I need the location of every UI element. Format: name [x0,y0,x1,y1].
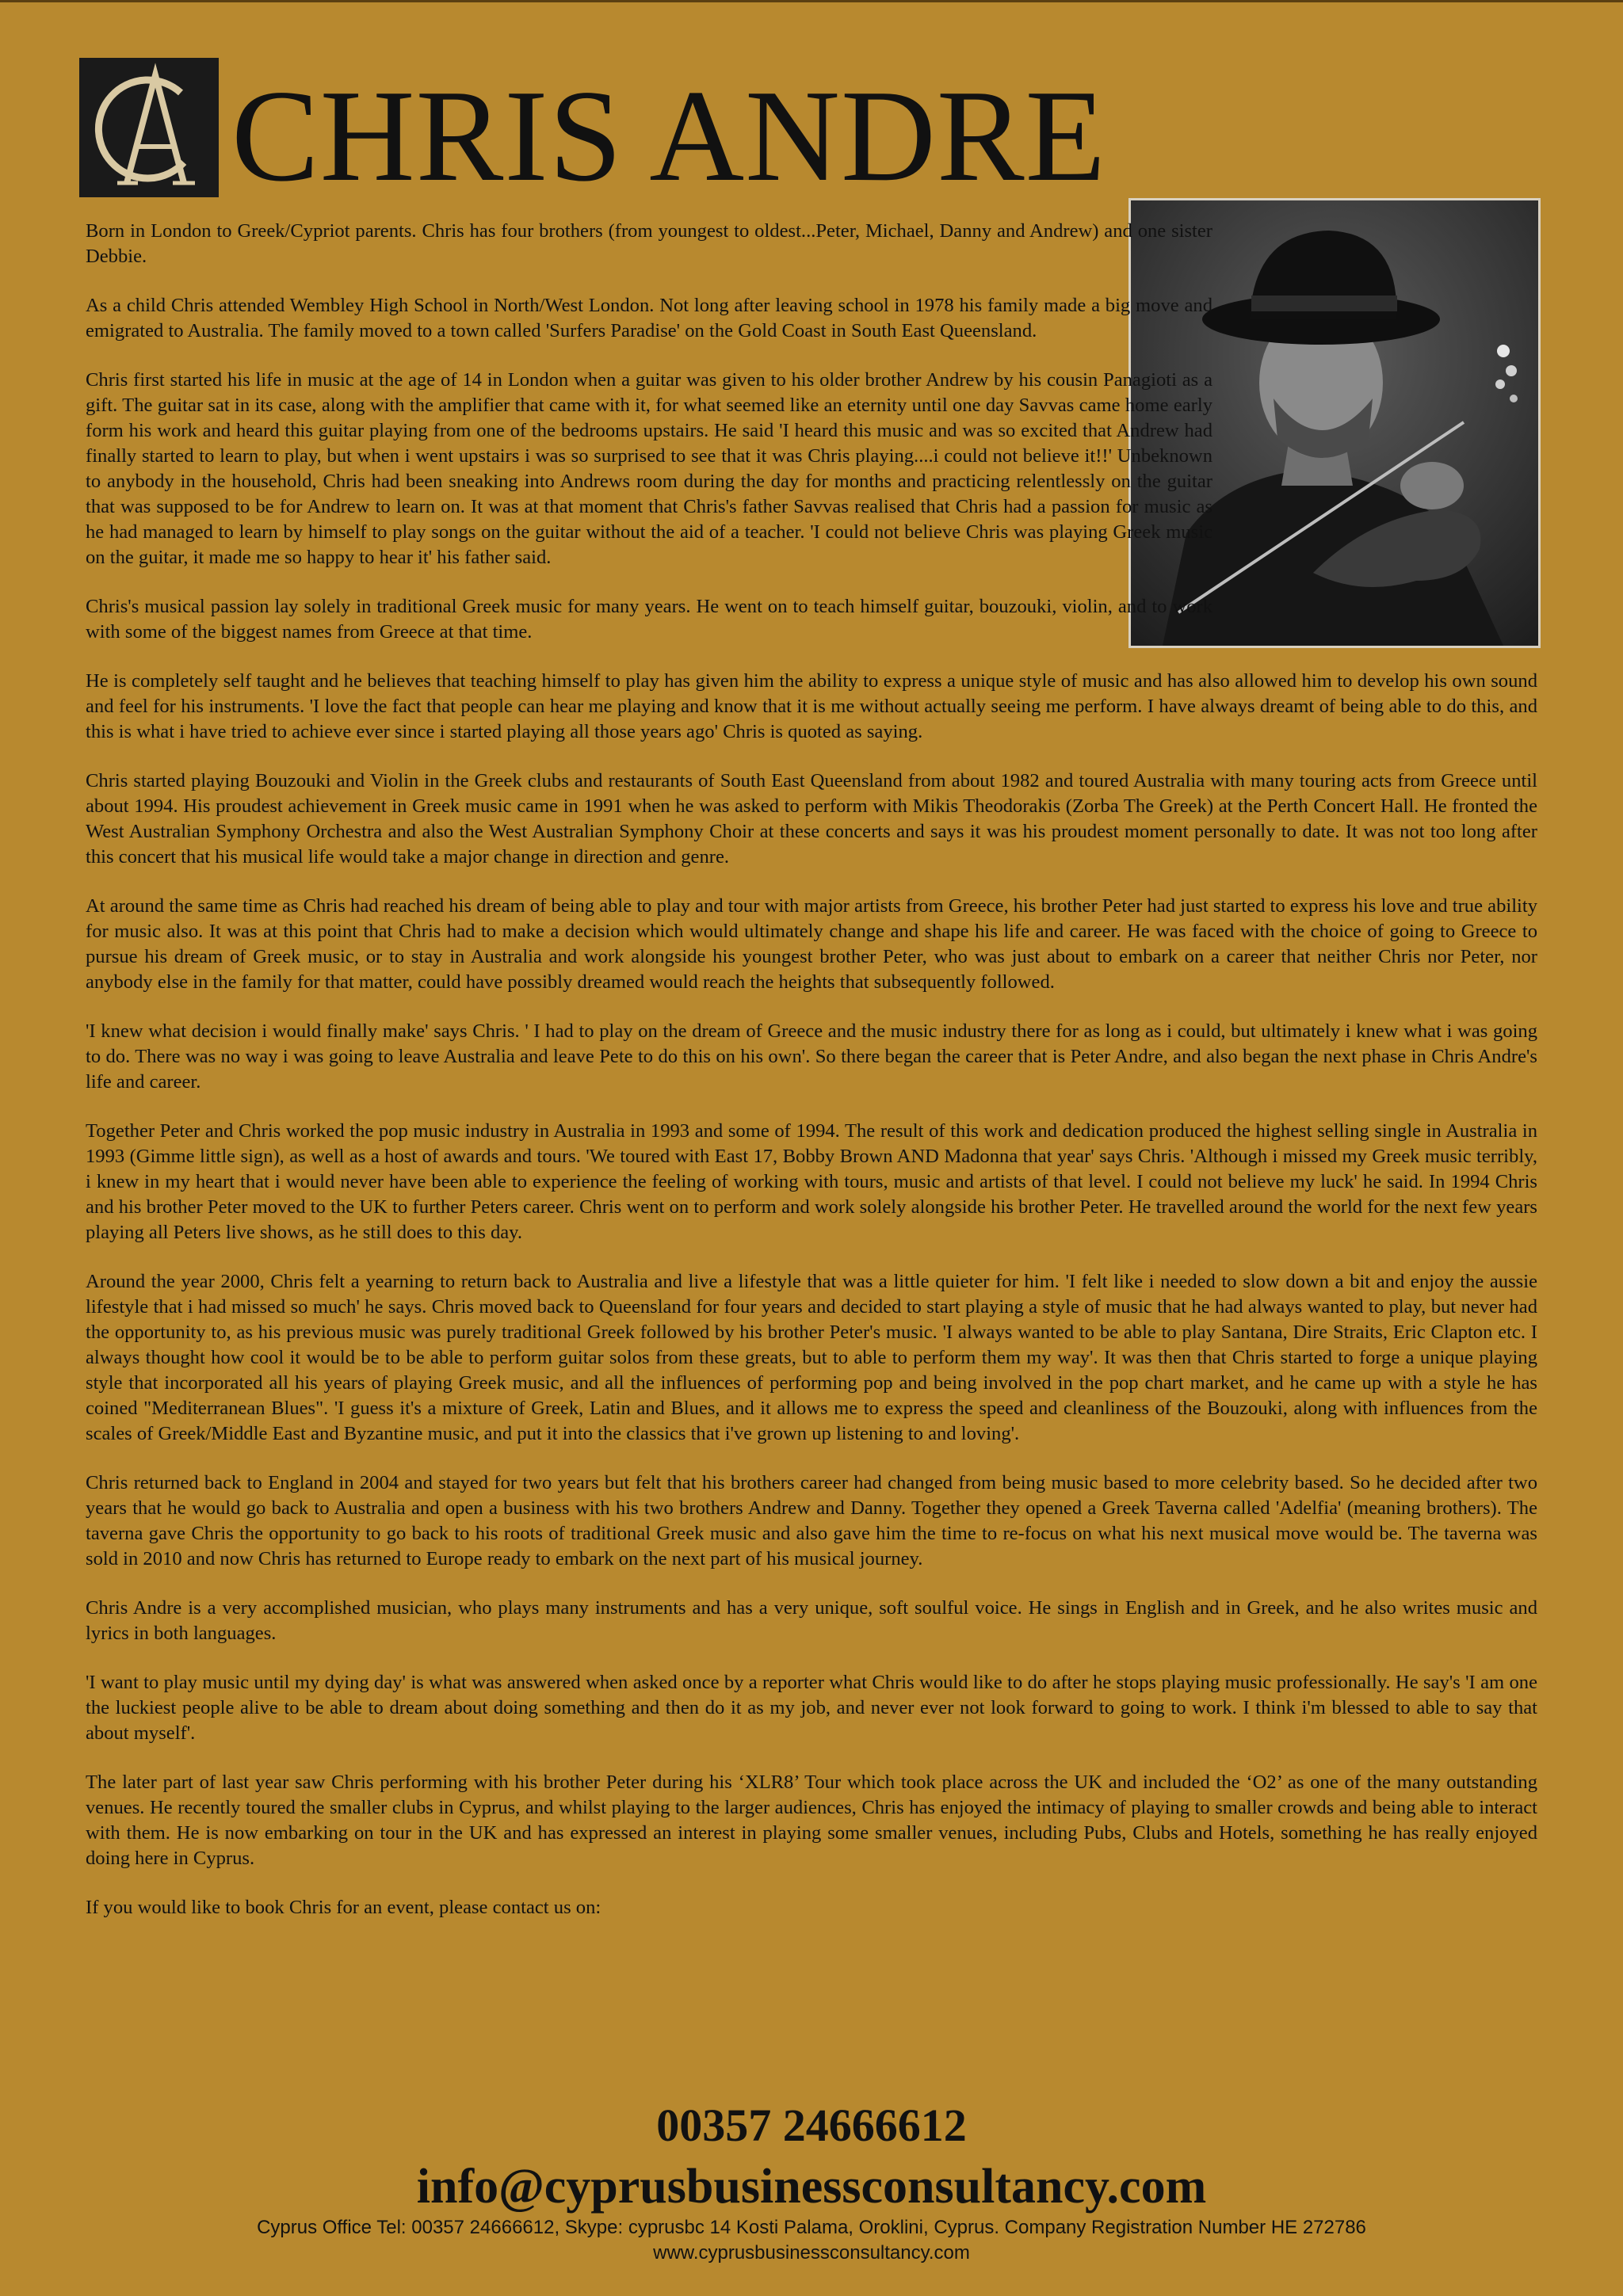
paragraph: Chris's musical passion lay solely in traditional Greek music for many years. He went on to teach himself guitar, bouzouki, violin, and to work with some of the biggest names from Greece at that time. [86,596,1212,643]
biography-text [86,219,1537,1944]
paragraph: At around the same time as Chris had reached his dream of being able to play and tour with major artists from Greece, his brother Peter had just started to express his love and true ability for music also. It was at this point that Chris had to make a decision which would ultimately change and shape his life and career. He was faced with the choice of going to Greece to pursue his dream of Greek music, or to stay in Australia and work alongside his youngest brother Peter, who was just about to embark on a career that neither Chris nor Peter, nor anybody else in the family for that matter, could have possibly dreamed would reach the heights that subsequently followed. [86,895,1537,993]
paragraph: 'I knew what decision i would finally make' says Chris. ' I had to play on the dream of Greece and the music industry there for as long as i could, but ultimately i knew what i was going to do. There was no way i was going to leave Australia and leave Pete to do this on his own'. So there began the career that is Peter Andre, and also began the next phase in Chris Andre's life and career. [86,1020,1537,1093]
contact-email[interactable]: info@cyprusbusinessconsultancy.com [416,2160,1207,2214]
paragraph: Chris Andre is a very accomplished musician, who plays many instruments and has a very unique, soft soulful voice. He sings in English and in Greek, and he also writes music and lyrics in both languages. [86,1597,1537,1644]
ca-monogram-logo [79,58,219,197]
paragraph: As a child Chris attended Wembley High School in North/West London. Not long after leaving school in 1978 his family made a big move and emigrated to Australia. The family moved to a town called 'Surfers Paradise' on the Gold Coast in South East Queensland. [86,295,1212,341]
contact-phone: 00357 24666612 [656,2100,967,2151]
top-border [0,0,1623,2]
page-title: CHRIS ANDRE [231,63,1107,208]
paragraph: Chris first started his life in music at the age of 14 in London when a guitar was given to his older brother Andrew by his cousin Panagioti as a gift. The guitar sat in its case, along with the amplifier that came with it, for what seemed like an eternity until one day Savvas came home early form his work and heard this guitar playing from one of the bedrooms upstairs. He said 'I heard this music and was so excited that Andrew had finally started to learn to play, but when i went upstairs i was so surprised to see that it was Chris playing....i could not believe it!!' Unbeknown to anybody in the household, Chris had been sneaking into Andrews room during the day for months and practicing relentlessly on the guitar that was supposed to be for Andrew to learn on. It was at that moment that Chris's father Savvas realised that Chris had a passion for music as he had managed to learn by himself to play songs on the guitar without the aid of a teacher. 'I could not believe Chris was playing Greek music on the guitar, it made me so happy to hear it' his father said. [86,369,1212,568]
booking-invitation: If you would like to book Chris for an event, please contact us on: [86,1897,601,1918]
footer-office-details: Cyprus Office Tel: 00357 24666612, Skype: cyprusbc 14 Kosti Palama, Oroklini, Cyprus. Company Registration Number HE 272786 [257,2217,1366,2238]
monogram-icon [79,58,219,197]
paragraph: The later part of last year saw Chris performing with his brother Peter during his ‘XLR8’ Tour which took place across the UK and included the ‘O2’ as one of the many outstanding venues. He recently toured the smaller clubs in Cyprus, and whilst playing to the larger audiences, Chris has enjoyed the intimacy of playing to smaller crowds and being able to interact with them. He is now embarking on tour in the UK and has expressed an interest in playing some smaller venues, including Pubs, Clubs and Hotels, something he has really enjoyed doing here in Cyprus. [86,1772,1537,1869]
paragraph: He is completely self taught and he believes that teaching himself to play has given him the ability to express a unique style of music and has also allowed him to develop his own sound and feel for his instruments. 'I love the fact that people can hear me playing and know that it is me without actually seeing me perform. I have always dreamt of being able to do this, and this is what i have tried to achieve ever since i started playing all those years ago' Chris is quoted as saying. [86,670,1537,742]
paragraph: Chris returned back to England in 2004 and stayed for two years but felt that his brothers career had changed from being music based to more celebrity based. So he decided after two years that he would go back to Australia and open a business with his two brothers Andrew and Danny. Together they opened a Greek Taverna called 'Adelfia' (meaning brothers). The taverna gave Chris the opportunity to go back to his roots of traditional Greek music and also gave him the time to re-focus on what his next musical move would be. The taverna was sold in 2010 and now Chris has returned to Europe ready to embark on the next part of his musical journey. [86,1472,1537,1569]
paragraph: Chris started playing Bouzouki and Violin in the Greek clubs and restaurants of South East Queensland from about 1982 and toured Australia with many touring acts from Greece until about 1994. His proudest achievement in Greek music came in 1991 when he was asked to perform with Mikis Theodorakis (Zorba The Greek) at the Perth Concert Hall. He fronted the West Australian Symphony Orchestra and also the West Australian Symphony Choir at these concerts and says it was his proudest moment personally to date. It was not too long after this concert that his musical life would take a major change in direction and genre. [86,770,1537,868]
footer-website-link[interactable]: www.cyprusbusinessconsultancy.com [653,2242,970,2264]
paragraph: Born in London to Greek/Cypriot parents. Chris has four brothers (from youngest to oldest...Peter, Michael, Danny and Andrew) and one sister Debbie. [86,220,1212,267]
paragraph: 'I want to play music until my dying day' is what was answered when asked once by a reporter what Chris would like to do after he stops playing music professionally. He say's 'I am one the luckiest people alive to be able to dream about doing something and then do it as my job, and never ever not look forward to going to work. I think i'm blessed to able to say that about myself'. [86,1672,1537,1744]
paragraph: Together Peter and Chris worked the pop music industry in Australia in 1993 and some of 1994. The result of this work and dedication produced the highest selling single in Australia in 1993 (Gimme little sign), as well as a host of awards and tours. 'We toured with East 17, Bobby Brown AND Madonna that year' says Chris. 'Although i missed my Greek music terribly, i knew in my heart that i would never have been able to experience the feeling of working with tours, music and artists of that level. I could not believe my luck' he said. In 1994 Chris and his brother Peter moved to the UK to further Peters career. Chris went on to perform and work solely alongside his brother Peter. He travelled around the world for the next few years playing all Peters live shows, as he still does to this day. [86,1120,1537,1243]
paragraph: Around the year 2000, Chris felt a yearning to return back to Australia and live a lifestyle that was a little quieter for him. 'I felt like i needed to slow down a bit and enjoy the aussie lifestyle that i had missed so much' he says. Chris moved back to Queensland for four years and decided to start playing a style of music that he had always wanted to play, but never had the opportunity to, as his previous music was purely traditional Greek followed by his brother Peter's music. 'I always wanted to be able to play Santana, Dire Straits, Eric Clapton etc. I always thought how cool it would be to be able to perform guitar solos from these greats, but to able to perform them my way'. It was then that Chris started to forge a unique playing style that incorporated all his years of playing Greek music, and all the influences of performing pop and being involved in the pop chart market, and he came up with a style he has coined "Mediterranean Blues". 'I guess it's a mixture of Greek, Latin and Blues, and it allows me to express the speed and cleanliness of the Bouzouki, along with influences from the scales of Greek/Middle East and Byzantine music, and put it into the classics that i've grown up listening to and loving'. [86,1271,1537,1444]
photo-spacer [1212,219,1537,653]
footer [0,2215,1623,2266]
